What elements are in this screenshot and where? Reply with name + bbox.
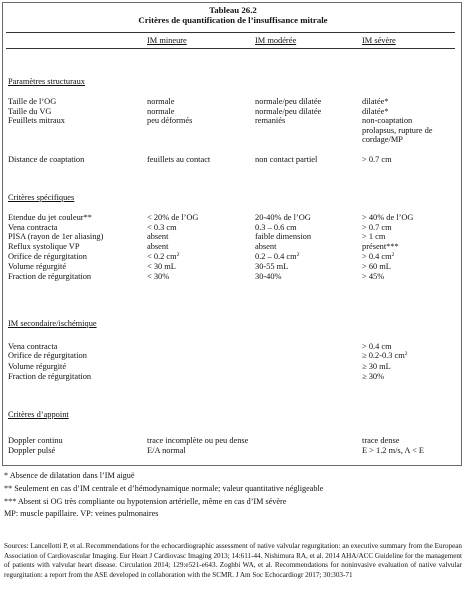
footnote: *** Absent si OG très compliante ou hypotension artérielle, même en cas d’IM sévère [4,497,287,506]
cell-moderate: faible dimension [255,232,312,241]
cell-mild: < 0.2 $cm^2$ [147,252,180,261]
rule-top [6,32,455,33]
row-label: Volume régurgité [8,362,67,371]
col-header-severe: IM sévère [362,36,396,45]
footnote: MP: muscle papillaire. VP: veines pulmonaires [4,509,159,518]
cell-severe: > 0.4 $cm^2$ [362,252,395,261]
cell-severe: > 45% [362,272,385,281]
section-heading-specific: Critères spécifiques [8,193,75,202]
cell-severe: dilatée* [362,107,389,116]
cell-severe: > 0.7 cm [362,223,392,232]
cell-moderate: non contact partiel [255,155,318,164]
cell-moderate: 0.3 – 0.6 cm [255,223,297,232]
cell-severe: trace dense [362,436,400,445]
cell-moderate: remaniés [255,116,286,125]
cell-severe: dilatée* [362,97,389,106]
cell-moderate: 30-55 mL [255,262,289,271]
row-label: Etendue du jet couleur** [8,213,92,222]
row-label: PISA (rayon de 1er aliasing) [8,232,104,241]
cell-severe: > 40% de l’OG [362,213,414,222]
cell-moderate: normale/peu dilatée [255,107,322,116]
rule-header [6,48,455,49]
cell-severe: > 1 cm [362,232,386,241]
cell-severe: > 0.4 cm [362,342,392,351]
cell-mild: normale [147,97,175,106]
row-label: Taille du VG [8,107,52,116]
cell-severe: cordage/MP [362,135,403,144]
cell-severe: ≥ 30% [362,372,385,381]
cell-severe: non-coaptation [362,116,413,125]
cell-moderate: normale/peu dilatée [255,97,322,106]
cell-severe: ≥ 30 mL [362,362,391,371]
cell-mild: normale [147,107,175,116]
cell-moderate: 30-40% [255,272,282,281]
row-label: Feuillets mitraux [8,116,65,125]
cell-mild: < 20% de l’OG [147,213,199,222]
row-label: Vena contracta [8,342,58,351]
section-heading-structural: Paramètres structuraux [8,77,85,86]
sources-text: Sources: Lancellotti P, et al. Recommendations for the echocardiographic assessment of native valvular regurgitation: an executive summary from the European Association of Cardiovascular Imaging. Eur Heart J Cardiovasc Imaging 2013; 14:611-44. Nishimura RA, et al. 2014 AHA/ACC Guideline for the management of patients with valvular heart disease. Circulation 2014; 129:e521-e643. Zoghbi WA, et al. Recommendations for noninvasive evaluation of native valvular regurgitation: a report from the ASE developed in collaboration with the SCMR. J Am Soc Echocardiogr 2017; 30:303-71 [4,542,462,579]
cell-moderate: absent [255,242,277,251]
row-label: Doppler continu [8,436,63,445]
cell-moderate: 20-40% de l’OG [255,213,311,222]
cell-mild: absent [147,232,169,241]
cell-severe: présent*** [362,242,399,251]
section-heading-support: Critères d’appoint [8,410,69,419]
row-label: Volume régurgité [8,262,67,271]
footnote: ** Seulement en cas d’IM centrale et d’hémodynamique normale; valeur quantitative négligeable [4,484,324,493]
table-subtitle: Critères de quantification de l’insuffisance mitrale [138,15,328,25]
row-label: Taille de l’OG [8,97,57,106]
section-heading-secondary: IM secondaire/ischémique [8,319,97,328]
sources-paragraph [4,542,462,580]
col-header-moderate: IM modérée [255,36,297,45]
cell-severe: > 0.7 cm [362,155,392,164]
cell-moderate: trace incomplète ou peu dense [147,436,249,445]
row-label: Vena contracta [8,223,58,232]
row-label: Reflux systolique VP [8,242,80,251]
cell-severe: prolapsus, rupture de [362,126,433,135]
cell-severe: ≥ 0.2-0.3 $cm^2$ [362,351,408,360]
footnote: * Absence de dilatation dans l’IM aiguë [4,471,135,480]
row-label: Fraction de régurgitation [8,272,92,281]
cell-mild: absent [147,242,169,251]
cell-moderate: E/A normal [147,446,186,455]
cell-moderate: 0.2 – 0.4 $cm^2$ [255,252,300,261]
row-label: Doppler pulsé [8,446,56,455]
row-label: Fraction de régurgitation [8,372,92,381]
row-label: Distance de coaptation [8,155,85,164]
cell-mild: < 30 mL [147,262,176,271]
cell-mild: feuillets au contact [147,155,211,164]
col-header-mild: IM mineure [147,36,187,45]
cell-mild: < 0.3 cm [147,223,177,232]
row-label: Orifice de régurgitation [8,252,87,261]
row-label: Orifice de régurgitation [8,351,87,360]
table-title: Tableau 26.2 [209,5,257,15]
cell-severe: > 60 mL [362,262,391,271]
cell-severe: E > 1.2 m/s, A < E [362,446,425,455]
cell-mild: < 30% [147,272,170,281]
cell-mild: peu déformés [147,116,193,125]
